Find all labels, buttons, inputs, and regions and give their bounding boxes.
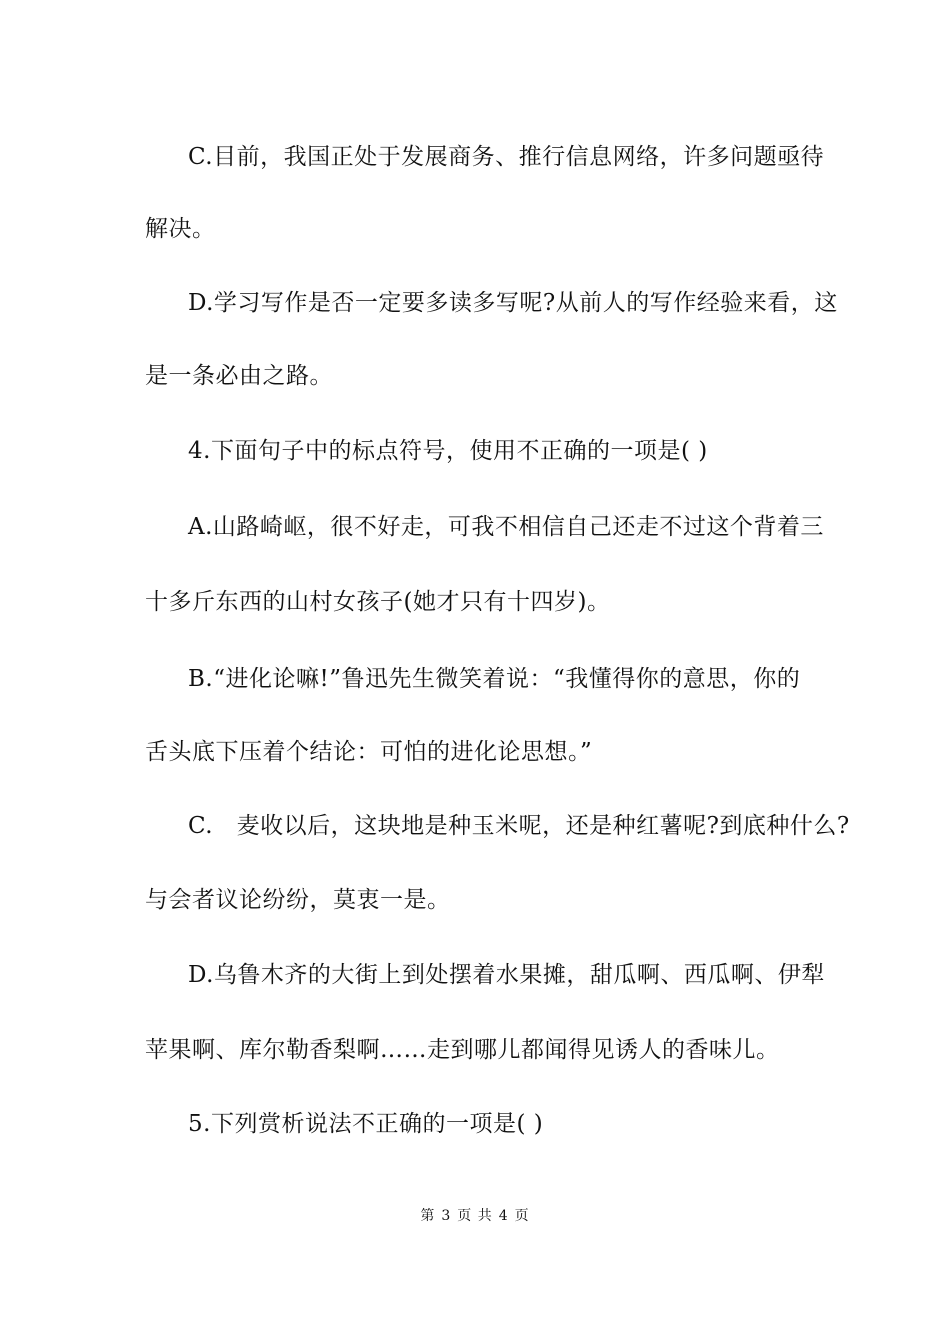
q4-option-b-line-2: 舌头底下压着个结论：可怕的进化论思想。” <box>145 739 593 765</box>
option-c-line-1: C.目前，我国正处于发展商务、推行信息网络，许多问题亟待 <box>188 144 825 170</box>
q4-option-a-line-2: 十多斤东西的山村女孩子(她才只有十四岁)。 <box>145 589 611 615</box>
footer-prefix: 第 <box>420 1208 436 1224</box>
q4-option-a-line-1: A.山路崎岖，很不好走，可我不相信自己还走不过这个背着三 <box>188 514 824 540</box>
question-4: 4.下面句子中的标点符号，使用不正确的一项是( ) <box>188 438 708 464</box>
footer-middle: 页 共 <box>457 1208 493 1224</box>
q4-option-d-line-2: 苹果啊、库尔勒香梨啊……走到哪儿都闻得见诱人的香味儿。 <box>145 1037 780 1063</box>
q4-option-c-line-1: C. 麦收以后，这块地是种玉米呢，还是种红薯呢?到底种什么? <box>188 813 850 839</box>
footer-page-number: 3 <box>441 1208 452 1224</box>
q4-option-b-line-1: B.“进化论嘛!”鲁迅先生微笑着说：“我懂得你的意思，你的 <box>188 666 801 692</box>
q4-option-c-line-2: 与会者议论纷纷，莫衷一是。 <box>145 887 451 913</box>
page-footer <box>0 1207 950 1225</box>
option-d-line-1: D.学习写作是否一定要多读多写呢?从前人的写作经验来看，这 <box>188 290 838 316</box>
option-c-line-2: 解决。 <box>145 216 216 242</box>
footer-suffix: 页 <box>514 1208 530 1224</box>
footer-total-pages: 4 <box>498 1208 509 1224</box>
q4-option-d-line-1: D.乌鲁木齐的大街上到处摆着水果摊，甜瓜啊、西瓜啊、伊犁 <box>188 962 825 988</box>
question-5: 5.下列赏析说法不正确的一项是( ) <box>188 1111 544 1137</box>
option-d-line-2: 是一条必由之路。 <box>145 363 333 389</box>
